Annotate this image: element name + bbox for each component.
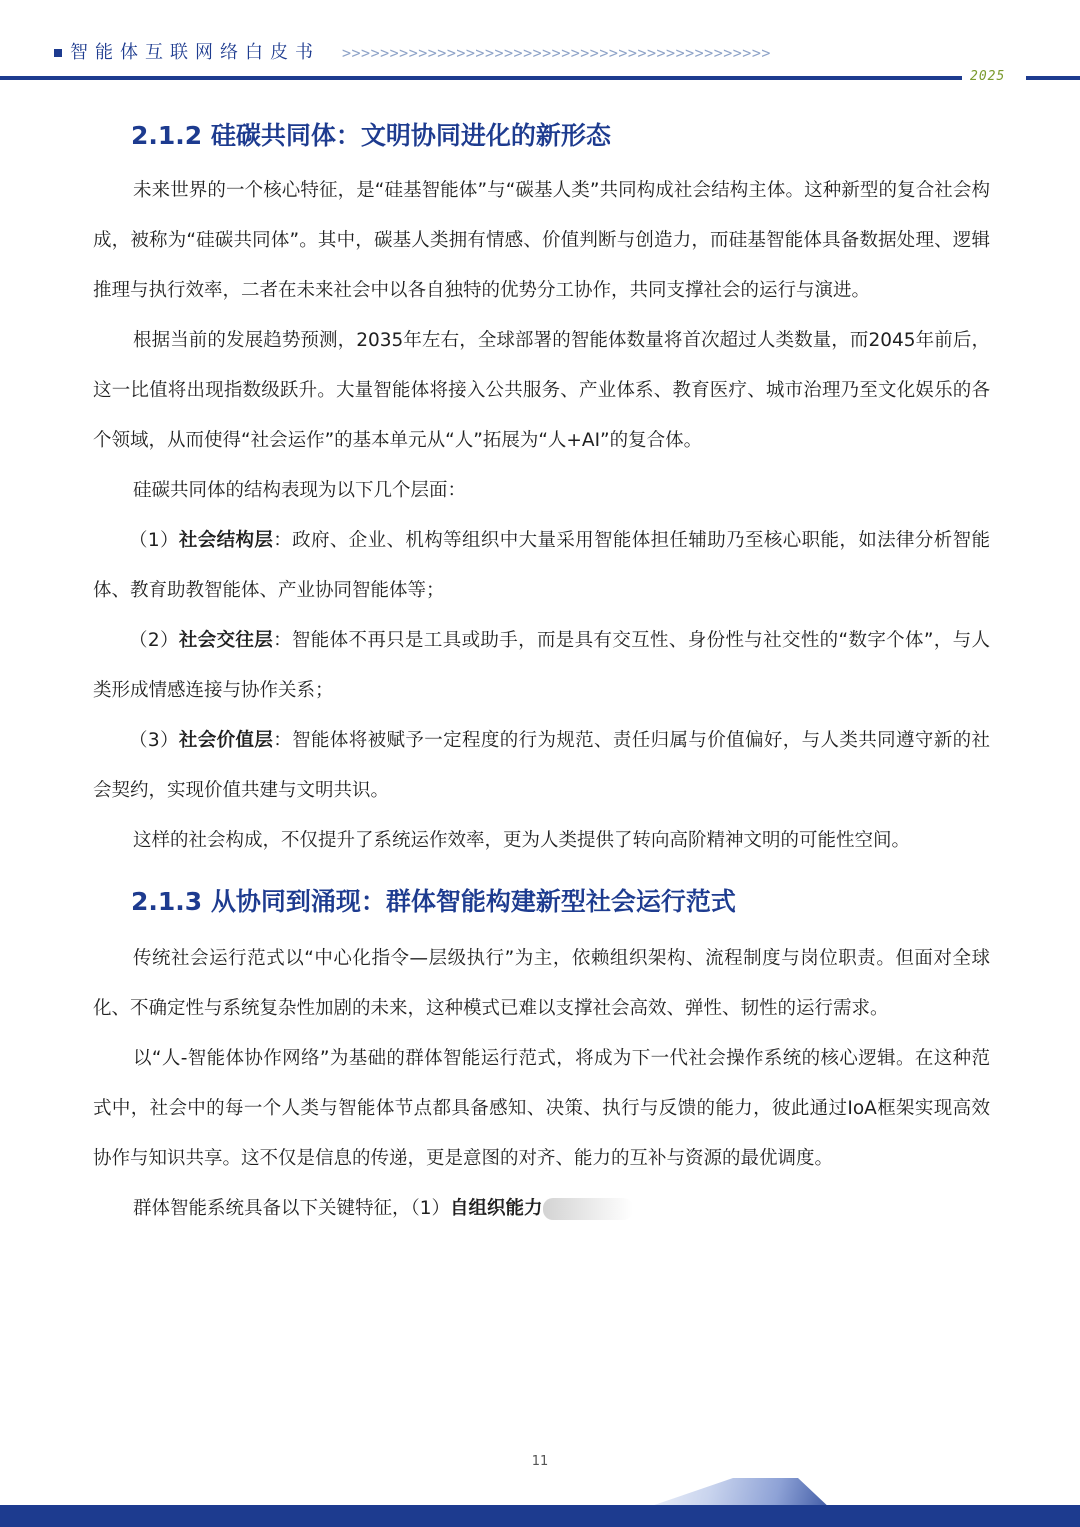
page-number: 11 [531, 1454, 549, 1469]
header-rule-left [0, 76, 962, 80]
list-item-text: ：智能体不再只是工具或助手，而是具有交互性、身份性与社交性的“数字个体”，与人类形成情感连接与协作关系； [93, 630, 990, 701]
list-item-term: 社会结构层 [178, 530, 274, 551]
list-item-number: （3） [129, 730, 179, 751]
paragraph: 传统社会运行范式以“中心化指令—层级执行”为主，依赖组织架构、流程制度与岗位职责。但面对全球化、不确定性与系统复杂性加剧的未来，这种模式已难以支撑社会高效、弹性、韧性的运行需求。 [93, 948, 990, 1019]
paragraph [93, 1184, 990, 1234]
paragraph: 以“人-智能体协作网络”为基础的群体智能运行范式，将成为下一代社会操作系统的核心逻辑。在这种范式中，社会中的每一个人类与智能体节点都具备感知、决策、执行与反馈的能力，彼此通过IoA框架实现高效协作与知识共享。这不仅是信息的传递，更是意图的对齐、能力的互补与资源的最优调度。 [93, 1048, 990, 1169]
list-item-term: 社会价值层 [178, 730, 274, 751]
header-arrow-decoration: >>>>>>>>>>>>>>>>>>>>>>>>>>>>>>>>>>>>>>>>>>>>> [342, 44, 771, 62]
footer-bar [0, 1505, 1080, 1527]
list-item-number: （1） [410, 1198, 451, 1219]
paragraph: 这样的社会构成，不仅提升了系统运作效率，更为人类提供了转向高阶精神文明的可能性空间。 [133, 830, 911, 851]
paragraph-text: 群体智能系统具备以下关键特征， [133, 1198, 411, 1219]
section-heading-2-1-3: 2.1.3 从协同到涌现：群体智能构建新型社会运行范式 [131, 887, 736, 916]
list-item [93, 616, 990, 716]
text-fade-overlay [543, 1198, 633, 1220]
page-content [93, 112, 990, 1234]
page-header [0, 0, 1080, 90]
list-item-text: ：智能体将被赋予一定程度的行为规范、责任归属与价值偏好，与人类共同遵守新的社会契约，实现价值共建与文明共识。 [93, 730, 990, 801]
header-title: 智能体互联网络白皮书 [70, 42, 320, 63]
paragraph: 未来世界的一个核心特征，是“硅基智能体”与“碳基人类”共同构成社会结构主体。这种新型的复合社会构成，被称为“硅碳共同体”。其中，碳基人类拥有情感、价值判断与创造力，而硅基智能体具备数据处理、逻辑推理与执行效率，二者在未来社会中以各自独特的优势分工协作，共同支撑社会的运行与演进。 [93, 180, 990, 301]
list-item [93, 716, 990, 816]
header-square-bullet [54, 49, 62, 57]
list-item-term: 社会交往层 [178, 630, 274, 651]
header-rule-right [1026, 76, 1080, 80]
list-item-number: （1） [129, 530, 179, 551]
paragraph: 硅碳共同体的结构表现为以下几个层面： [133, 480, 467, 501]
section-heading-2-1-2: 2.1.2 硅碳共同体：文明协同进化的新形态 [131, 121, 611, 150]
list-item-text: ：政府、企业、机构等组织中大量采用智能体担任辅助乃至核心职能，如法律分析智能体、教育助教智能体、产业协同智能体等； [93, 530, 990, 601]
list-item-term: 自组织能力 [450, 1198, 543, 1219]
paragraph: 根据当前的发展趋势预测，2035年左右，全球部署的智能体数量将首次超过人类数量，而2045年前后，这一比值将出现指数级跃升。大量智能体将接入公共服务、产业体系、教育医疗、城市治理乃至文化娱乐的各个领域，从而使得“社会运作”的基本单元从“人”拓展为“人+AI”的复合体。 [93, 330, 990, 451]
list-item-number: （2） [129, 630, 179, 651]
list-item [93, 516, 990, 616]
header-year: 2025 [970, 69, 1006, 84]
